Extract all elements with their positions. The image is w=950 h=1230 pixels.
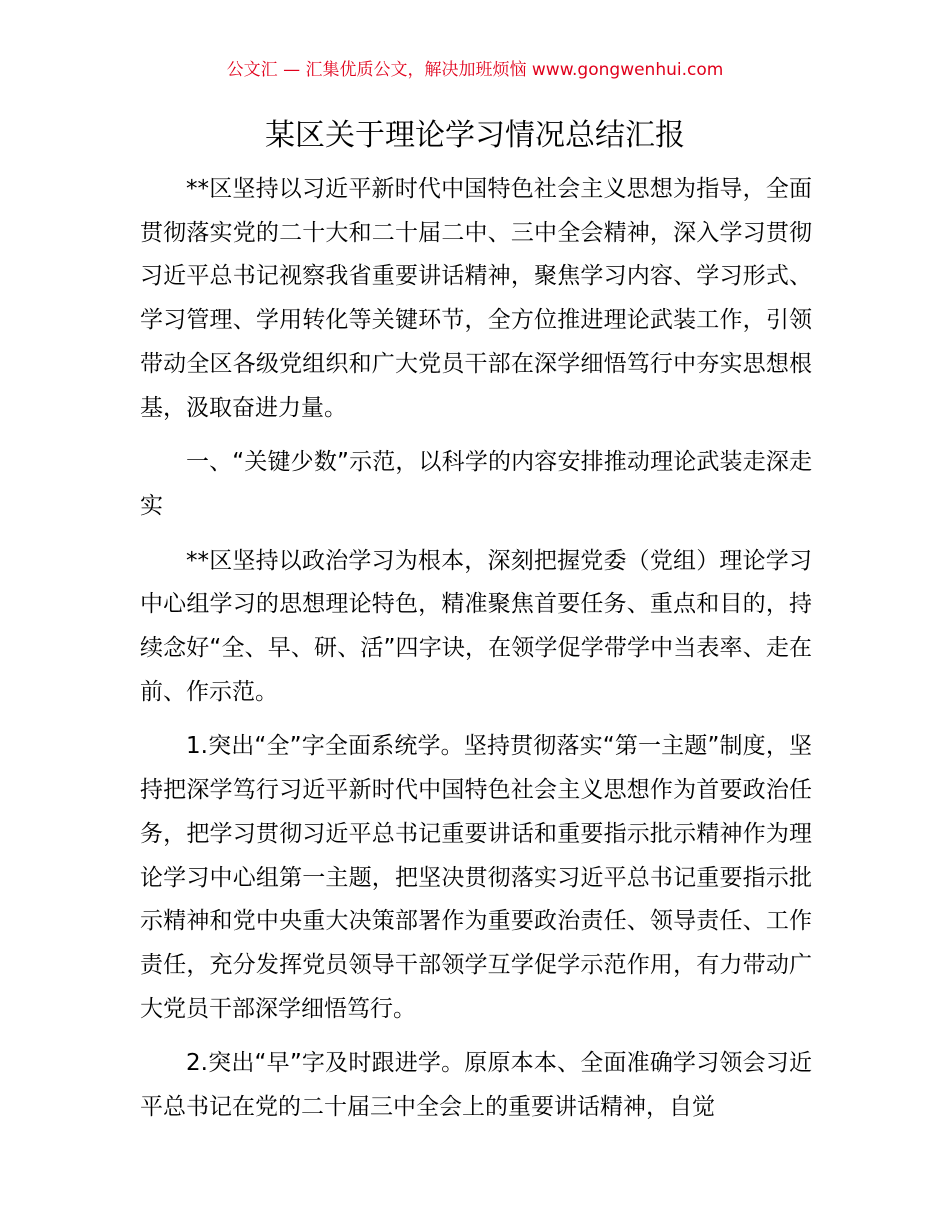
- body-paragraph: **区坚持以政治学习为根本，深刻把握党委（党组）理论学习中心组学习的思想理论特色，精准聚焦首要任务、重点和目的，持续念好“全、早、研、活”四字诀，在领学促学带学中当表率、走在前、作示范。: [140, 547, 812, 705]
- intro-paragraph: **区坚持以习近平新时代中国特色社会主义思想为指导，全面贯彻落实党的二十大和二十届二中、三中全会精神，深入学习贯彻习近平总书记视察我省重要讲话精神，聚焦学习内容、学习形式、学习管理、学用转化等关键环节，全方位推进理论武装工作，引领带动全区各级党组织和广大党员干部在深学细悟笃行中夯实思想根基，汲取奋进力量。: [140, 176, 812, 421]
- document-body: [140, 168, 812, 1141]
- section-heading: 一、“关键少数”示范，以科学的内容安排推动理论武装走深走实: [140, 449, 812, 519]
- document-title: 某区关于理论学习情况总结汇报: [265, 118, 685, 153]
- watermark-banner: 公文汇 — 汇集优质公文，解决加班烦恼 www.gongwenhui.com: [226, 60, 724, 80]
- body-paragraph: 2.突出“早”字及时跟进学。原原本本、全面准确学习领会习近平总书记在党的二十届三中全会上的重要讲话精神，自觉: [140, 1050, 812, 1121]
- body-paragraph: 1.突出“全”字全面系统学。坚持贯彻落实“第一主题”制度，坚持把深学笃行习近平新时代中国特色社会主义思想作为首要政治任务，把学习贯彻习近平总书记重要讲话和重要指示批示精神作为理论学习中心组第一主题，把坚决贯彻落实习近平总书记重要指示批示精神和党中央重大决策部署作为重要政治责任、领导责任、工作责任，充分发挥党员领导干部领学互学促学示范作用，有力带动广大党员干部深学细悟笃行。: [140, 733, 812, 1022]
